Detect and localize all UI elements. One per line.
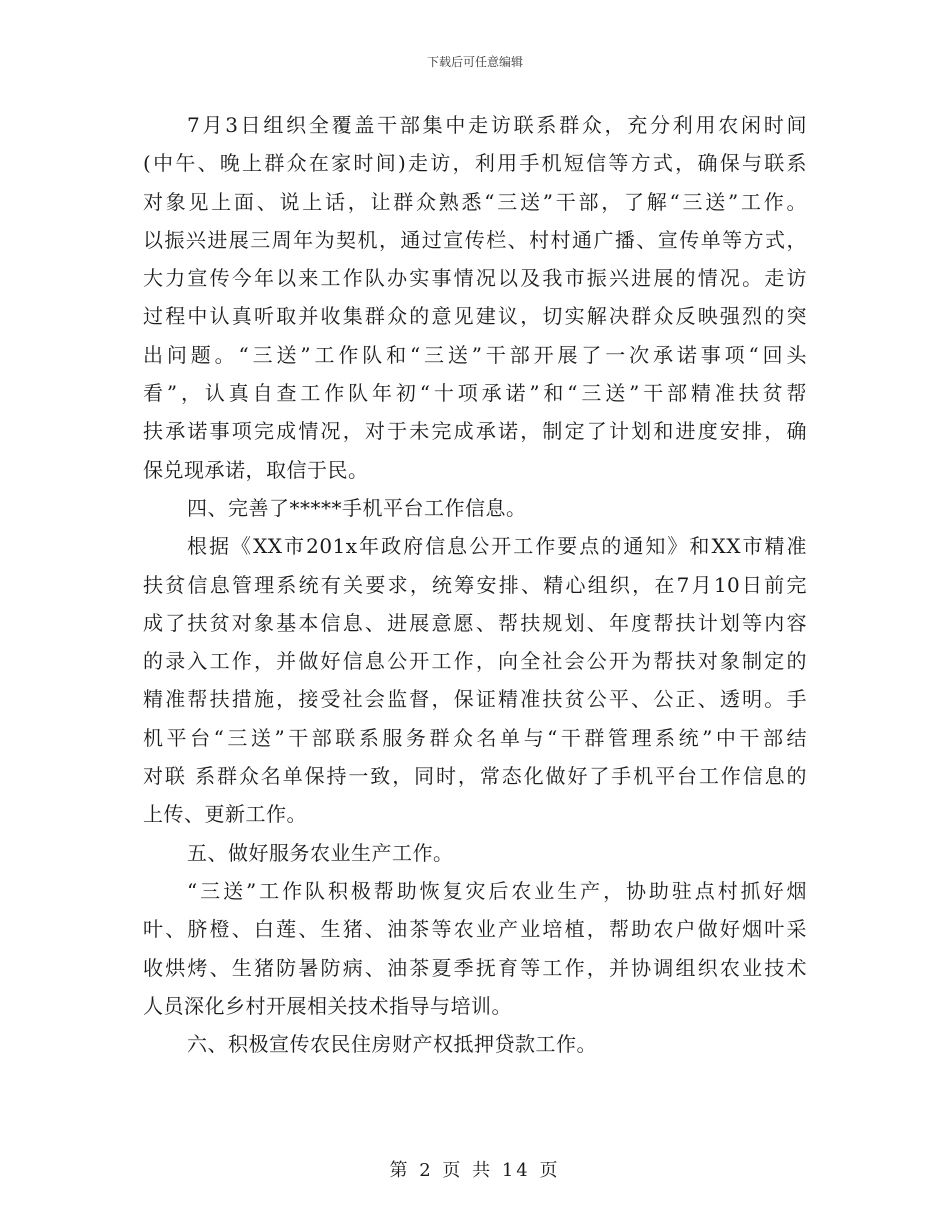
paragraph-line: 以振兴进展三周年为契机，通过宣传栏、村村通广播、宣传单等方式， bbox=[143, 227, 807, 252]
section-heading: 五、做好服务农业生产工作。 bbox=[187, 840, 454, 865]
paragraph-line: 对联 系群众名单保持一致，同时，常态化做好了手机平台工作信息的 bbox=[143, 764, 807, 789]
paragraph-line: 扶贫信息管理系统有关要求，统筹安排、精心组织，在7月10日前完 bbox=[143, 572, 807, 597]
paragraph-line: 大力宣传今年以来工作队办实事情况以及我市振兴进展的情况。走访 bbox=[143, 266, 807, 291]
paragraph-line: 叶、脐橙、白莲、生猪、油茶等农业产业培植，帮助农户做好烟叶采 bbox=[143, 917, 807, 942]
document-body bbox=[143, 113, 807, 1070]
paragraph-line: 根据《XX市201x年政府信息公开工作要点的通知》和XX市精准 bbox=[187, 534, 807, 559]
paragraph-line: 上传、更新工作。 bbox=[143, 802, 307, 827]
paragraph-line: 看”，认真自查工作队年初“十项承诺”和“三送”干部精准扶贫帮 bbox=[143, 381, 807, 406]
paragraph-line: 精准帮扶措施，接受社会监督，保证精准扶贫公平、公正、透明。手 bbox=[143, 687, 807, 712]
paragraph-line: 成了扶贫对象基本信息、进展意愿、帮扶规划、年度帮扶计划等内容 bbox=[143, 610, 807, 635]
page-footer: 第 2 页 共 14 页 bbox=[389, 1160, 561, 1181]
paragraph-line: 7月3日组织全覆盖干部集中走访联系群众，充分利用农闲时间 bbox=[187, 113, 807, 137]
paragraph-line: (中午、晚上群众在家时间)走访，利用手机短信等方式，确保与联系 bbox=[143, 151, 807, 176]
paragraph-line: 收烘烤、生猪防暑防病、油茶夏季抚育等工作，并协调组织农业技术 bbox=[143, 955, 807, 980]
page-header: 下载后可任意编辑 bbox=[426, 55, 523, 69]
paragraph-line: “三送”工作队积极帮助恢复灾后农业生产，协助驻点村抓好烟 bbox=[187, 878, 807, 903]
paragraph-line: 过程中认真听取并收集群众的意见建议，切实解决群众反映强烈的突 bbox=[143, 304, 807, 329]
paragraph-line: 人员深化乡村开展相关技术指导与培训。 bbox=[143, 993, 512, 1018]
paragraph-line: 机平台“三送”干部联系服务群众名单与“干群管理系统”中干部结 bbox=[143, 725, 807, 750]
paragraph-line: 的录入工作，并做好信息公开工作，向全社会公开为帮扶对象制定的 bbox=[143, 649, 807, 674]
section-heading: 六、积极宣传农民住房财产权抵押贷款工作。 bbox=[187, 1032, 597, 1057]
paragraph-line: 出问题。“三送”工作队和“三送”干部开展了一次承诺事项“回头 bbox=[143, 342, 807, 367]
paragraph-line: 保兑现承诺，取信于民。 bbox=[143, 457, 369, 482]
paragraph-line: 扶承诺事项完成情况，对于未完成承诺，制定了计划和进度安排，确 bbox=[143, 419, 807, 444]
paragraph-line: 对象见上面、说上话，让群众熟悉“三送”干部，了解“三送”工作。 bbox=[143, 189, 807, 214]
section-heading: 四、完善了*****手机平台工作信息。 bbox=[187, 495, 527, 520]
